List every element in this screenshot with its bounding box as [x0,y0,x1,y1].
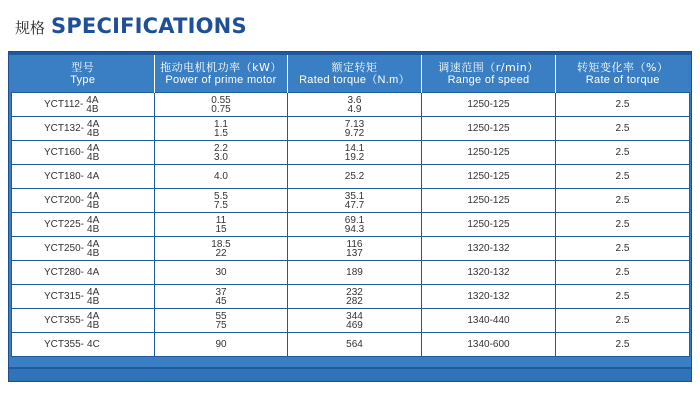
cell-type [12,333,155,357]
cell-torque-value: 47.7 [344,199,365,211]
cell-torque-value: 137 [346,247,363,259]
cell-power [155,309,288,333]
table-row [12,117,690,141]
variant-label: 4A [87,214,100,226]
variant-label: 4A [87,266,100,278]
variant-label: 4A [87,118,100,130]
cell-torque-value: 469 [346,319,363,331]
model-name: YCT250- [44,243,85,254]
variant-label: 4A [87,286,100,298]
model-variants [86,96,98,114]
cell-power [155,93,288,117]
cell-torque [288,285,422,309]
cell-speed: 1340-440 [422,309,556,333]
cell-power [155,213,288,237]
specifications-table-frame [8,51,692,382]
column-header-power: 拖动电机机功率（kW） Power of prime motor [155,55,288,93]
model-variants [87,268,99,277]
table-row [12,213,690,237]
variant-label: 4A [86,94,99,106]
cell-power [155,117,288,141]
cell-rate: 2.5 [556,117,690,141]
table-row [12,261,690,285]
cell-torque [288,141,422,165]
cell-power-value: 37 [215,286,227,298]
column-header-torque: 额定转矩 Rated torque（N.m） [288,55,422,93]
cell-speed: 1340-600 [422,333,556,357]
cell-rate: 2.5 [556,141,690,165]
cell-speed: 1320-132 [422,285,556,309]
cell-speed: 1250-125 [422,141,556,165]
cell-power-value: 30 [215,267,227,278]
cell-power-value: 0.75 [211,103,231,115]
model-name: YCT132- [44,123,85,134]
cell-speed: 1250-125 [422,213,556,237]
cell-rate: 2.5 [556,189,690,213]
cell-power-value: 1.1 [214,118,228,130]
variant-label: 4B [87,151,100,163]
cell-power-value: 55 [215,310,227,322]
table-body [12,93,690,357]
cell-torque [288,237,422,261]
model-variants [87,192,99,210]
cell-torque-value: 14.1 [344,142,365,154]
cell-type [12,285,155,309]
model-name: YCT315- [44,291,85,302]
table-row [12,93,690,117]
model-variants [87,288,99,306]
table-row [12,285,690,309]
cell-power-value: 3.0 [214,151,228,163]
table-row [12,189,690,213]
cell-speed: 1250-125 [422,189,556,213]
cell-power [155,261,288,285]
model-name: YCT225- [44,219,85,230]
cell-torque-value: 564 [346,339,363,350]
cell-torque-value: 25.2 [344,171,365,182]
cell-power-value: 75 [215,319,227,331]
cell-rate: 2.5 [556,309,690,333]
cell-rate: 2.5 [556,285,690,309]
cell-power-value: 2.2 [214,142,228,154]
cell-type [12,93,155,117]
variant-label: 4B [87,223,100,235]
cell-torque-value: 69.1 [344,214,365,226]
variant-label: 4A [87,310,100,322]
model-name: YCT112- [44,99,84,110]
cell-power [155,189,288,213]
cell-power-value: 15 [215,223,227,235]
cell-power-value: 90 [215,339,227,350]
cell-torque-value: 35.1 [344,190,365,202]
cell-power-value: 7.5 [214,199,228,211]
cell-power [155,165,288,189]
variant-label: 4C [87,338,100,350]
cell-power-value: 18.5 [211,238,231,250]
cell-power-value: 0.55 [211,94,231,106]
variant-label: 4B [87,247,100,259]
cell-power-value: 22 [215,247,227,259]
cell-rate: 2.5 [556,261,690,285]
cell-torque-value: 94.3 [344,223,365,235]
cell-type [12,261,155,285]
cell-torque-value: 7.13 [344,118,365,130]
cell-torque [288,309,422,333]
model-name: YCT355- [44,338,85,350]
column-header-type: 型号 Type [12,55,155,93]
frame-bottom-bar [9,367,691,381]
table-row [12,309,690,333]
cell-power [155,141,288,165]
variant-label: 4A [87,190,100,202]
cell-torque-value: 9.72 [344,127,365,139]
model-variants [87,144,99,162]
specifications-table [11,55,690,357]
cell-power-value: 1.5 [214,127,228,139]
cell-torque-value: 19.2 [344,151,365,163]
model-name: YCT160- [44,147,85,158]
model-variants [87,172,99,181]
cell-power [155,333,288,357]
cell-torque [288,117,422,141]
model-name: YCT180- [44,170,85,182]
cell-speed: 1320-132 [422,261,556,285]
table-row [12,333,690,357]
variant-label: 4B [87,127,100,139]
cell-type [12,189,155,213]
cell-type [12,309,155,333]
variant-label: 4B [87,295,100,307]
cell-power [155,285,288,309]
cell-torque-value: 189 [346,267,363,278]
heading-cn: 规格 [15,19,46,37]
variant-label: 4A [87,170,100,182]
cell-torque [288,261,422,285]
cell-speed: 1250-125 [422,93,556,117]
column-header-rate: 转矩变化率（%） Rate of torque [556,55,690,93]
cell-type [12,117,155,141]
cell-torque [288,165,422,189]
variant-label: 4B [87,319,100,331]
variant-label: 4B [86,103,99,115]
model-variants [87,216,99,234]
cell-power-value: 4.0 [214,171,228,182]
model-variants [87,240,99,258]
cell-power-value: 11 [215,214,227,226]
model-name: YCT355- [44,315,85,326]
table-header-row [12,55,690,93]
cell-torque [288,333,422,357]
cell-torque [288,213,422,237]
cell-rate: 2.5 [556,93,690,117]
cell-type [12,237,155,261]
cell-speed: 1320-132 [422,237,556,261]
variant-label: 4A [87,238,100,250]
table-row [12,141,690,165]
cell-torque-value: 3.6 [347,94,362,106]
cell-torque-value: 232 [346,286,363,298]
cell-torque-value: 116 [346,238,363,250]
variant-label: 4A [87,142,100,154]
cell-rate: 2.5 [556,237,690,261]
model-name: YCT280- [44,266,85,278]
cell-power-value: 5.5 [214,190,228,202]
table-row [12,165,690,189]
cell-type [12,165,155,189]
cell-torque-value: 282 [346,295,363,307]
cell-type [12,213,155,237]
cell-speed: 1250-125 [422,117,556,141]
cell-power [155,237,288,261]
model-name: YCT200- [44,195,85,206]
cell-torque [288,93,422,117]
model-variants [87,120,99,138]
cell-torque-value: 4.9 [347,103,362,115]
table-row [12,237,690,261]
cell-rate: 2.5 [556,213,690,237]
cell-torque-value: 344 [346,310,363,322]
cell-power-value: 45 [215,295,227,307]
column-header-speed: 调速范围（r/min） Range of speed [422,55,556,93]
cell-rate: 2.5 [556,165,690,189]
model-variants [87,340,100,349]
heading-en: SPECIFICATIONS [51,14,247,38]
cell-torque [288,189,422,213]
page-heading [15,14,247,44]
model-variants [87,312,99,330]
variant-label: 4B [87,199,100,211]
cell-rate: 2.5 [556,333,690,357]
cell-speed: 1250-125 [422,165,556,189]
cell-type [12,141,155,165]
